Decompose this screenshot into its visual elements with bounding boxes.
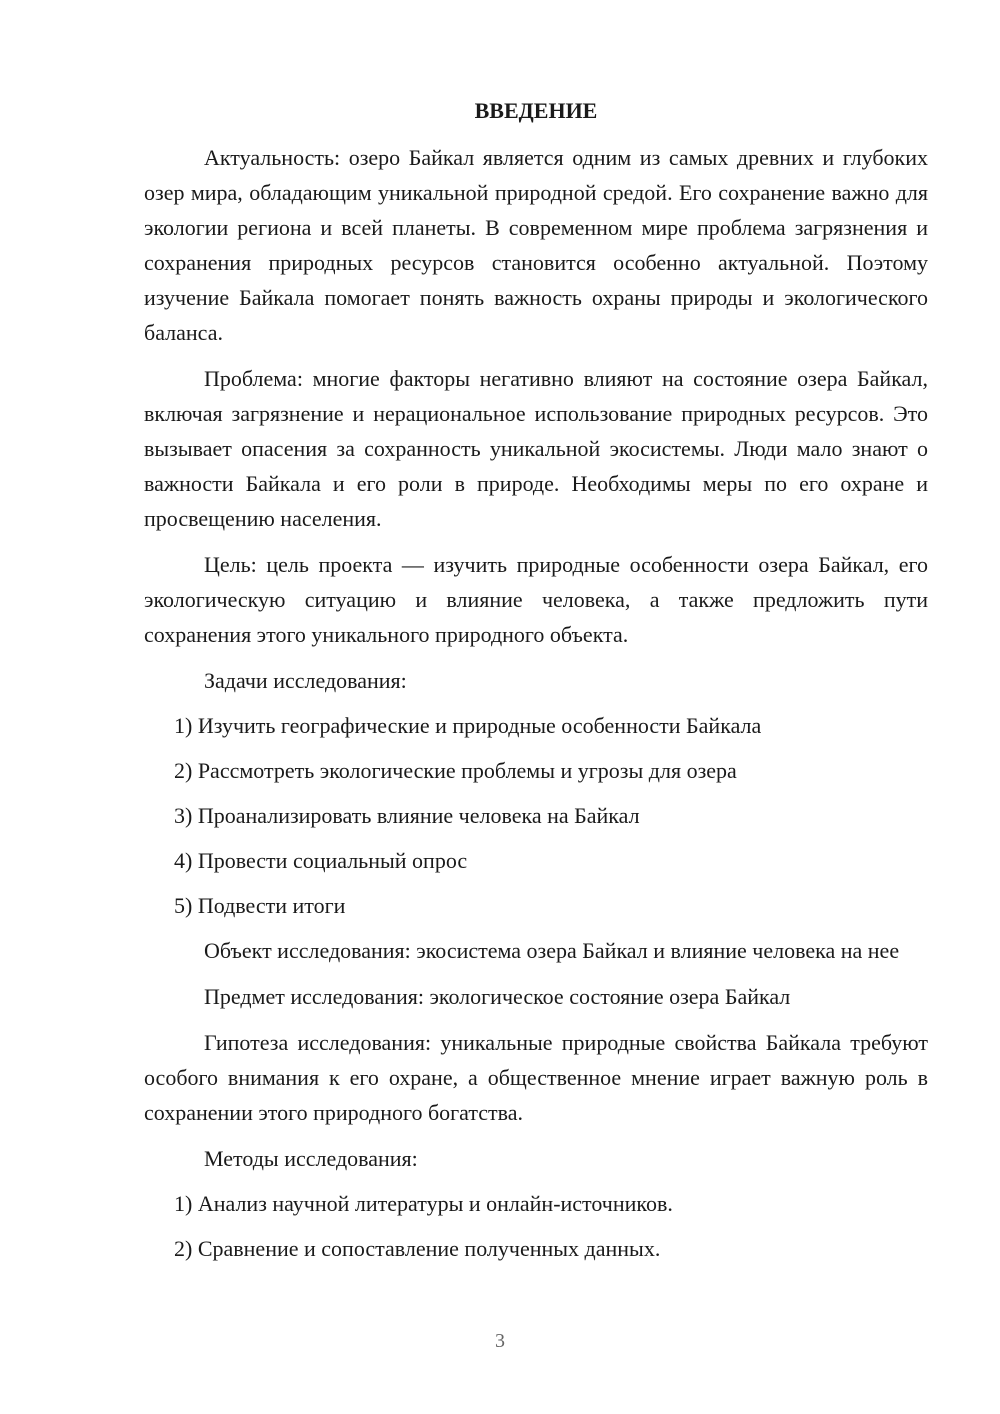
goal-paragraph: Цель: цель проекта — изучить природные особенности озера Байкал, его экологическую ситуацию и влияние человека, а также предложить пути сохранения этого уникального природного объекта.: [144, 552, 928, 647]
problem-paragraph: Проблема: многие факторы негативно влияют на состояние озера Байкал, включая загрязнение и нерациональное использование природных ресурсов. Это вызывает опасения за сохранность уникальной экосистемы. Люди мало знают о важности Байкала и его роли в природе. Необходимы меры по его охране и просвещению населения.: [144, 366, 928, 531]
subject-paragraph: Предмет исследования: экологическое состояние озера Байкал: [204, 984, 791, 1009]
task-item: 3) Проанализировать влияние человека на Байкал: [174, 803, 640, 828]
page-number: 3: [495, 1330, 505, 1352]
section-title: ВВЕДЕНИЕ: [474, 98, 598, 123]
hypothesis-paragraph: Гипотеза исследования: уникальные природные свойства Байкала требуют особого внимания к его охране, а общественное мнение играет важную роль в сохранении этого природного богатства.: [144, 1030, 928, 1125]
methods-heading: Методы исследования:: [204, 1146, 418, 1171]
task-item: 4) Провести социальный опрос: [174, 848, 468, 873]
relevance-paragraph: Актуальность: озеро Байкал является одним из самых древних и глубоких озер мира, обладающим уникальной природной средой. Его сохранение важно для экологии региона и всей планеты. В современном мире проблема загрязнения и сохранения природных ресурсов становится особенно актуальной. Поэтому изучение Байкала помогает понять важность охраны природы и экологического баланса.: [144, 145, 928, 345]
task-item: 1) Изучить географические и природные особенности Байкала: [174, 713, 762, 738]
object-paragraph: Объект исследования: экосистема озера Байкал и влияние человека на нее: [204, 938, 900, 963]
task-item: 5) Подвести итоги: [174, 893, 346, 918]
method-item: 2) Сравнение и сопоставление полученных данных.: [174, 1236, 661, 1261]
task-item: 2) Рассмотреть экологические проблемы и угрозы для озера: [174, 758, 737, 783]
method-item: 1) Анализ научной литературы и онлайн-источников.: [174, 1191, 673, 1216]
document-page: [144, 96, 928, 1276]
tasks-heading: Задачи исследования:: [204, 668, 407, 693]
